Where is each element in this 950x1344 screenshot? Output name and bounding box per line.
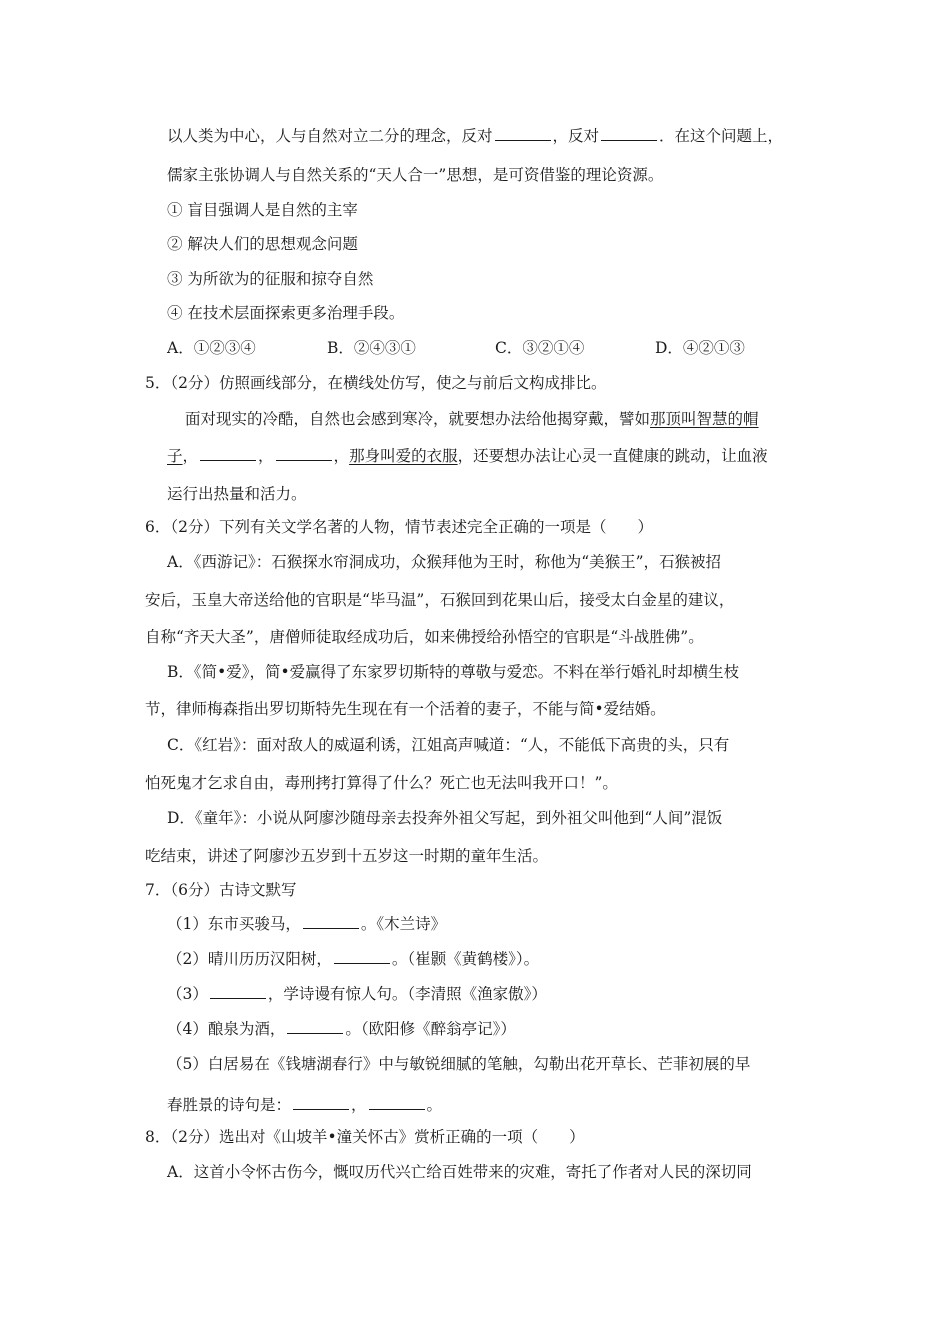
answer-blank[interactable] — [303, 914, 359, 929]
q7-sub-4-text-a: （4）酿泉为酒， — [167, 1020, 286, 1038]
q6-option-a-line-3: 自称“齐天大圣”，唐僧师徒取经成功后，如来佛授给孙悟空的官职是“斗战胜佛”。 — [145, 628, 704, 646]
answer-blank[interactable] — [601, 126, 657, 141]
answer-blank[interactable] — [287, 1019, 343, 1034]
q7-sub-3 — [167, 983, 547, 1005]
q5-line-3: 运行出热量和活力。 — [167, 485, 307, 503]
q6-option-c-line-1[interactable]: C．《红岩》：面对敌人的威逼利诱，江姐高声喊道：“人，不能低下高贵的头，只有 — [167, 736, 730, 754]
q7-sub-2-text-a: （2）晴川历历汉阳树， — [167, 950, 332, 968]
q7-sub-3-text-b: ，学诗谩有惊人句。（李清照《渔家傲》） — [267, 985, 547, 1003]
q7-sub-4 — [167, 1018, 516, 1040]
q5-text-2b: ， — [258, 447, 274, 465]
q5-text-1a: 面对现实的冷酷，自然也会感到寒冷，就要想办法给他揭穿戴，譬如 — [185, 410, 651, 428]
q7-sub-5-line-1: （5）白居易在《钱塘湖春行》中与敏锐细腻的笔触，勾勒出花开草长、芒菲初展的早 — [167, 1055, 751, 1073]
answer-blank[interactable] — [369, 1095, 425, 1110]
q7-sub-5-line-2 — [167, 1094, 442, 1116]
q5-underlined-2: 那身叫爱的衣服 — [349, 447, 458, 465]
answer-blank[interactable] — [293, 1095, 349, 1110]
q5-line-1 — [185, 408, 759, 430]
q5-underlined-1b: 子 — [167, 447, 183, 465]
q8-option-a-line-1[interactable]: A．这首小令怀古伤今，慨叹历代兴亡给百姓带来的灾难，寄托了作者对人民的深切同 — [167, 1163, 752, 1181]
q7-sub-1-text-b: 。《木兰诗》 — [360, 915, 447, 933]
q4-item-3: ③ 为所欲为的征服和掠夺自然 — [167, 270, 374, 288]
q6-option-b-line-2: 节，律师梅森指出罗切斯特先生现在有一个活着的妻子，不能与简•爱结婚。 — [145, 700, 666, 718]
answer-blank[interactable] — [210, 984, 266, 999]
q7-sub-5-text-c: ， — [351, 1096, 367, 1114]
q7-sub-2-text-b: 。（崔颢《黄鹤楼》）。 — [391, 950, 540, 968]
q7-sub-4-text-b: 。（欧阳修《醉翁亭记》） — [345, 1020, 516, 1038]
q5-text-2c: ， — [333, 447, 350, 465]
q4-text-1c: ．在这个问题上， — [659, 127, 784, 145]
q8-stem: 8．（2分）选出对《山坡羊•潼关怀古》赏析正确的一项（ ） — [145, 1128, 585, 1146]
q6-option-c-line-2: 怕死鬼才乞求自由，毒刑拷打算得了什么？死亡也无法叫我开口！”。 — [145, 774, 618, 792]
q4-line-1 — [167, 125, 783, 147]
q6-option-b-line-1[interactable]: B．《简•爱》，简•爱赢得了东家罗切斯特的尊敬与爱恋。不料在举行婚礼时却横生枝 — [167, 663, 740, 681]
q4-option-c[interactable]: C．③②①④ — [495, 339, 585, 357]
q4-text-1a: 以人类为中心，人与自然对立二分的理念，反对 — [167, 127, 493, 145]
q7-sub-1 — [167, 913, 446, 935]
answer-blank[interactable] — [276, 446, 332, 461]
q7-sub-5-text-d: 。 — [426, 1096, 443, 1114]
q4-item-4: ④ 在技术层面探索更多治理手段。 — [167, 304, 405, 322]
q7-sub-3-text-a: （3） — [167, 985, 208, 1003]
q6-option-d-line-1[interactable]: D．《童年》：小说从阿廖沙随母亲去投奔外祖父写起，到外祖父叫他到“人间”混饭 — [167, 809, 723, 827]
q7-sub-2 — [167, 948, 539, 970]
q4-line-2: 儒家主张协调人与自然关系的“天人合一”思想，是可资借鉴的理论资源。 — [167, 166, 664, 184]
q5-text-2d: ，还要想办法让心灵一直健康的跳动，让血液 — [457, 447, 768, 465]
q6-option-a-line-2: 安后，玉皇大帝送给他的官职是“毕马温”，石猴回到花果山后，接受太白金星的建议， — [145, 591, 735, 609]
q6-option-a-line-1[interactable]: A．《西游记》：石猴探水帘洞成功，众猴拜他为王时，称他为“美猴王”，石猴被招 — [167, 553, 722, 571]
q7-sub-5-text-b: 春胜景的诗句是： — [167, 1096, 292, 1114]
q5-underlined-1: 那顶叫智慧的帽 — [650, 410, 759, 428]
q5-line-2 — [167, 445, 768, 467]
answer-blank[interactable] — [200, 446, 256, 461]
q4-text-1b: ，反对 — [552, 127, 600, 145]
q7-stem: 7．（6分）古诗文默写 — [145, 881, 297, 899]
q7-sub-1-text-a: （1）东市买骏马， — [167, 915, 301, 933]
q5-text-2a: ， — [182, 447, 199, 465]
q5-stem: 5．（2分）仿照画线部分，在横线处仿写，使之与前后文构成排比。 — [145, 374, 607, 392]
answer-blank[interactable] — [495, 126, 551, 141]
q4-item-2: ② 解决人们的思想观念问题 — [167, 235, 358, 253]
answer-blank[interactable] — [334, 949, 390, 964]
q4-option-a[interactable]: A．①②③④ — [167, 339, 256, 357]
q4-option-b[interactable]: B．②④③① — [327, 339, 416, 357]
q6-stem: 6．（2分）下列有关文学名著的人物，情节表述完全正确的一项是（ ） — [145, 518, 653, 536]
q4-item-1: ① 盲目强调人是自然的主宰 — [167, 201, 358, 219]
q6-option-d-line-2: 吃结束，讲述了阿廖沙五岁到十五岁这一时期的童年生活。 — [145, 847, 549, 865]
q4-option-d[interactable]: D．④②①③ — [655, 339, 745, 357]
